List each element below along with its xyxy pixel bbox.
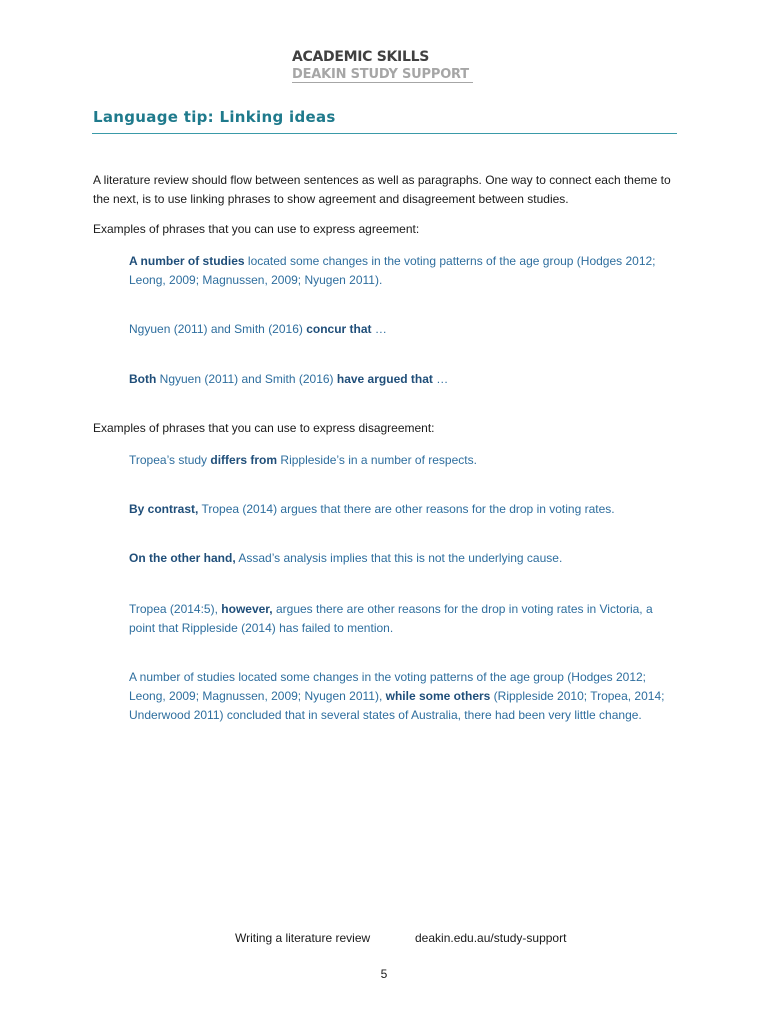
example-text: Tropea (2014:5), xyxy=(129,602,222,616)
linking-phrase: have argued that xyxy=(336,372,433,386)
footer-doc-title: Writing a literature review xyxy=(235,931,371,945)
example-text: Ngyuen (2011) and Smith (2016) xyxy=(156,372,337,386)
example-text: argues there are other reasons for the drop in voting rates in Victoria, a point that Rippleside (2014) has failed to mention. xyxy=(129,602,653,635)
header-brand xyxy=(292,50,474,83)
example-text: … xyxy=(371,322,387,336)
agreement-lead: Examples of phrases that you can use to express agreement: xyxy=(93,222,420,236)
linking-phrase: A number of studies xyxy=(129,254,245,268)
disagreement-example xyxy=(129,500,677,519)
disagreement-example xyxy=(129,600,677,638)
linking-phrase: differs from xyxy=(210,453,278,467)
footer-website-link[interactable]: deakin.edu.au/study-support xyxy=(415,931,567,945)
linking-phrase: concur that xyxy=(306,322,372,336)
agreement-example xyxy=(129,252,677,290)
section-title: Language tip: Linking ideas xyxy=(93,108,336,126)
example-text: Ngyuen (2011) and Smith (2016) xyxy=(129,322,307,336)
disagreement-lead: Examples of phrases that you can use to express disagreement: xyxy=(93,421,435,435)
linking-phrase: however, xyxy=(221,602,273,616)
brand-title: ACADEMIC SKILLS xyxy=(292,49,429,65)
linking-phrase: while some others xyxy=(385,689,491,703)
linking-phrase: Both xyxy=(129,372,157,386)
linking-phrase: By contrast, xyxy=(129,502,199,516)
disagreement-example xyxy=(129,549,677,568)
example-text: Tropea’s study xyxy=(129,453,211,467)
brand-subtitle: DEAKIN STUDY SUPPORT xyxy=(292,68,473,83)
example-text: … xyxy=(432,372,449,386)
linking-phrase: On the other hand, xyxy=(129,551,236,565)
page-number: 5 xyxy=(380,967,388,981)
example-text: Rippleside’s in a number of respects. xyxy=(277,453,477,467)
disagreement-example xyxy=(129,668,677,725)
intro-paragraph: A literature review should flow between sentences as well as paragraphs. One way to connect each theme to the next, is to use linking phrases to show agreement and disagreement between studies. xyxy=(93,173,671,206)
agreement-example xyxy=(129,370,677,389)
example-text: A number of studies located some changes in the voting patterns of the age group (Hodges 2012; Leong, 2009; Magnussen, 2009; Nyugen 2011), xyxy=(129,670,647,703)
example-text: (Rippleside 2010; Tropea, 2014; Underwood 2011) concluded that in several states of Australia, there had been very little change. xyxy=(129,689,665,722)
example-text: Assad’s analysis implies that this is not the underlying cause. xyxy=(235,551,563,565)
title-rule xyxy=(92,133,677,134)
example-text: Tropea (2014) argues that there are other reasons for the drop in voting rates. xyxy=(198,502,615,516)
example-text: located some changes in the voting patterns of the age group (Hodges 2012; Leong, 2009; Magnussen, 2009; Nyugen 2011). xyxy=(129,254,656,287)
agreement-example xyxy=(129,320,677,339)
disagreement-example xyxy=(129,451,677,470)
